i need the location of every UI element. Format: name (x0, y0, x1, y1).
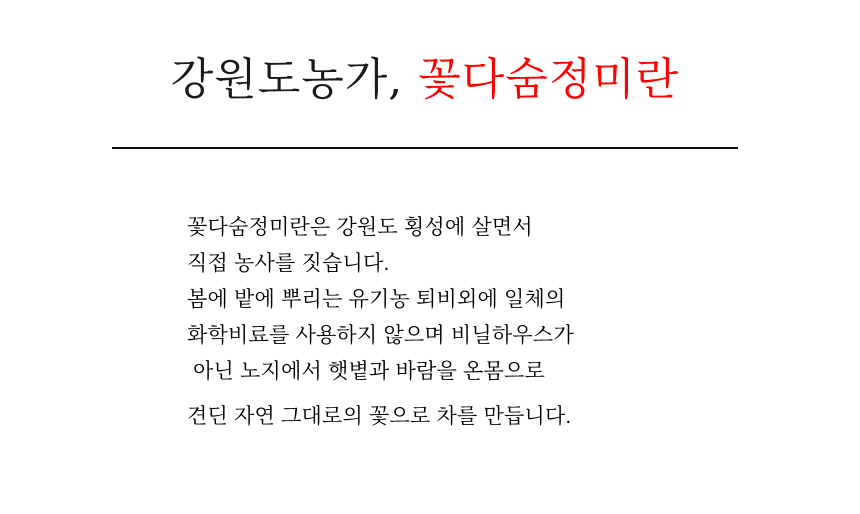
description-line: 봄에 밭에 뿌리는 유기농 퇴비외에 일체의 (187, 288, 566, 311)
page-title (112, 52, 738, 108)
title-divider-line (112, 147, 738, 149)
description-line: 화학비료를 사용하지 않으며 비닐하우스가 (187, 324, 574, 347)
description-line: 꽃다숨정미란은 강원도 횡성에 살면서 (187, 216, 533, 239)
title-brand-name: 꽃다숨정미란 (418, 54, 680, 105)
description-line: 견딘 자연 그대로의 꽃으로 차를 만듭니다. (187, 405, 572, 428)
description-text-block (187, 210, 747, 435)
title-farm-label: 강원도농가, (170, 54, 419, 105)
description-line: 아닌 노지에서 햇볕과 바람을 온몸으로 (187, 360, 545, 383)
description-line: 직접 농사를 짓습니다. (187, 252, 390, 275)
